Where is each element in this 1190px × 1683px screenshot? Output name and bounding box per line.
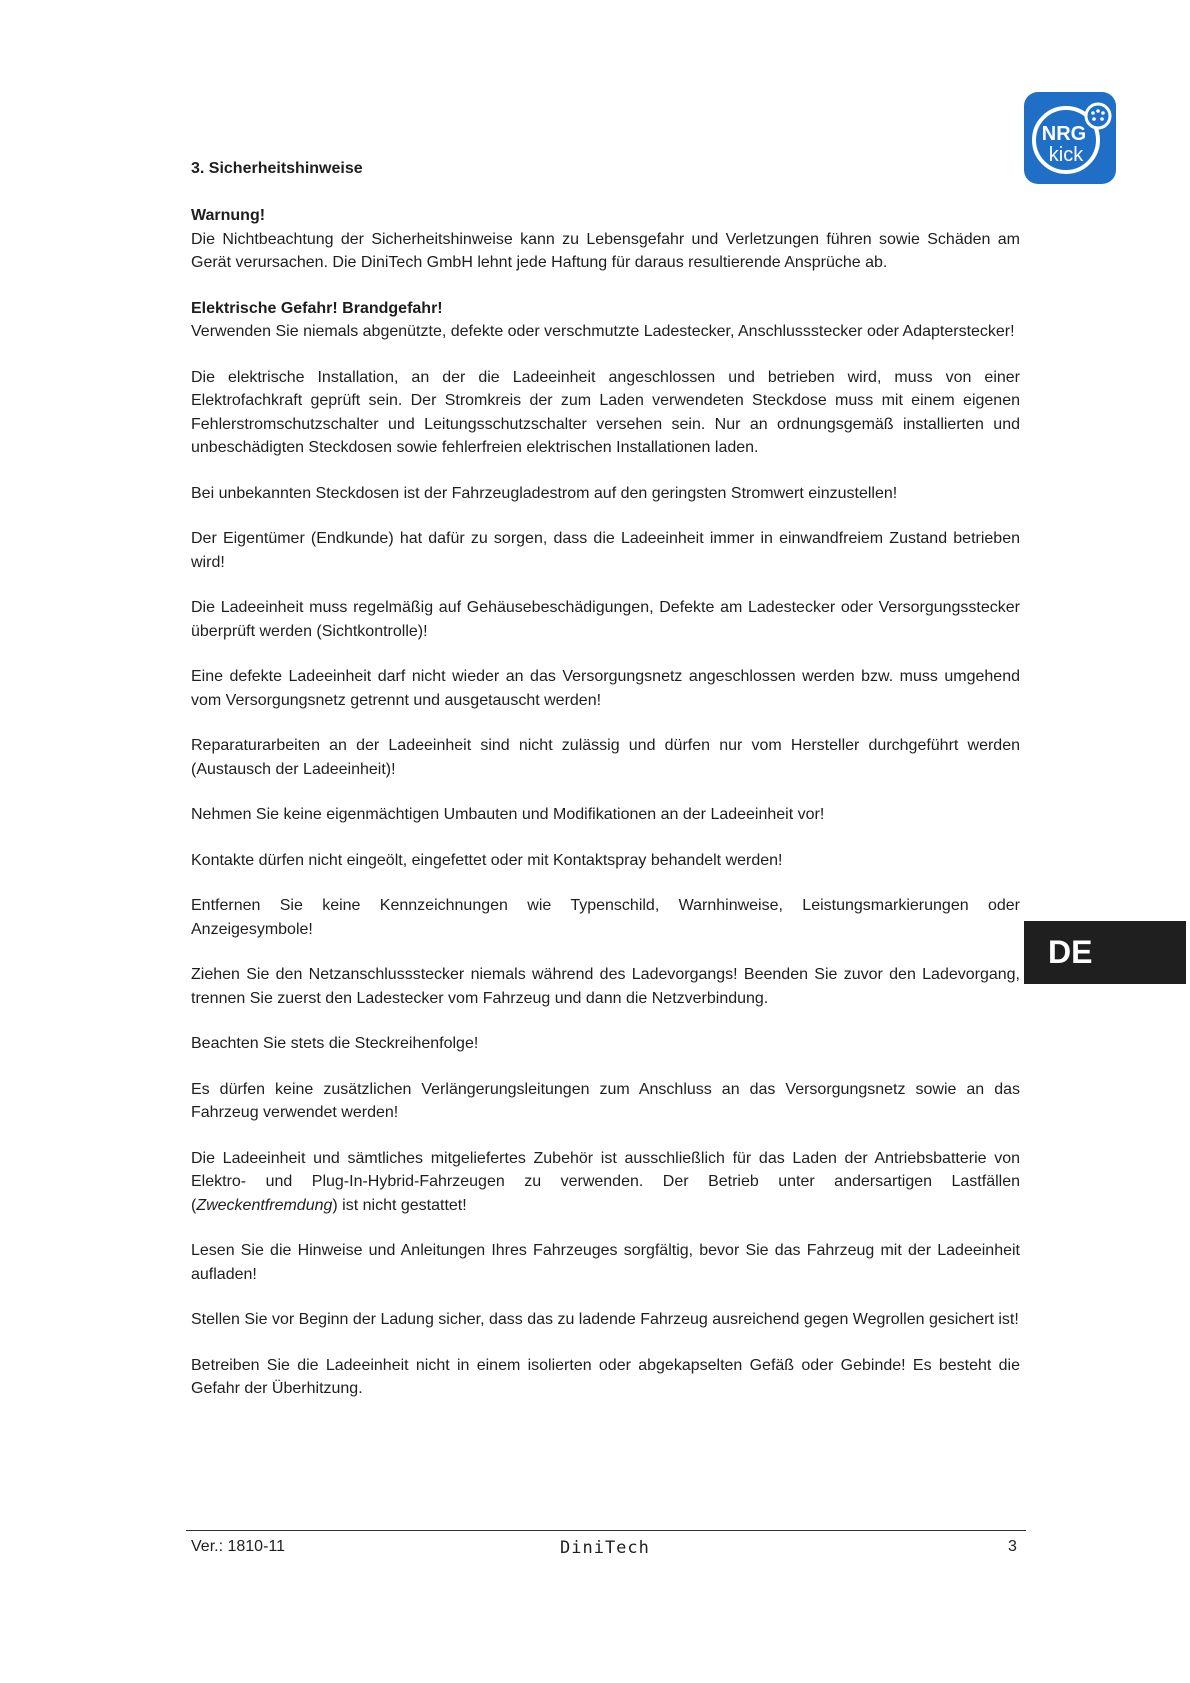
paragraph: Kontakte dürfen nicht eingeölt, eingefettet oder mit Kontaktspray behandelt werden!: [191, 851, 783, 869]
footer-brand-logo: DiniTech: [560, 1538, 650, 1558]
safety-notes: [191, 204, 1020, 1423]
paragraph-text: ) ist nicht gestattet!: [332, 1196, 467, 1214]
paragraph: Es dürfen keine zusätzlichen Verlängerungsleitungen zum Anschluss an das Versorgungsnetz sowie an das Fahrzeug verwendet werden!: [191, 1080, 1020, 1121]
paragraph: Stellen Sie vor Beginn der Ladung sicher, dass das zu ladende Fahrzeug ausreichend gegen Wegrollen gesichert ist!: [191, 1311, 1019, 1328]
footer-divider: [186, 1530, 1026, 1531]
paragraph: Der Eigentümer (Endkunde) hat dafür zu sorgen, dass die Ladeeinheit immer in einwandfreiem Zustand betrieben wird!: [191, 530, 1020, 571]
hazard-heading: Elektrische Gefahr! Brandgefahr!: [191, 299, 443, 317]
paragraph-text: Die Ladeeinheit und sämtliches mitgeliefertes Zubehör ist ausschließlich für das Laden der Antriebsbatterie von Elektro- und Plug-In-Hybrid-Fahrzeugen zu verwenden. Der Betrieb unter andersartigen Lastfällen (: [191, 1149, 1020, 1214]
paragraph: Nehmen Sie keine eigenmächtigen Umbauten und Modifikationen an der Ladeeinheit vor!: [191, 806, 825, 823]
emphasis-text: Zweckentfremdung: [196, 1196, 333, 1214]
paragraph: Bei unbekannten Steckdosen ist der Fahrzeugladestrom auf den geringsten Stromwert einzustellen!: [191, 484, 898, 502]
paragraph-text: Verwenden Sie niemals abgenützte, defekte oder verschmutzte Ladestecker, Anschlussstecker oder Adapterstecker!: [191, 323, 1015, 340]
paragraph: Reparaturarbeiten an der Ladeeinheit sind nicht zulässig und dürfen nur vom Hersteller durchgeführt werden (Austausch der Ladeeinheit)!: [191, 737, 1020, 778]
electrical-hazard-block: [191, 297, 1020, 344]
logo-text-nrg: NRG: [1041, 123, 1087, 145]
paragraph: Eine defekte Ladeeinheit darf nicht wieder an das Versorgungsnetz angeschlossen werden bzw. muss umgehend vom Versorgungsnetz getrennt und ausgetauscht werden!: [191, 668, 1020, 709]
page-number: 3: [1008, 1538, 1017, 1555]
logo-text-kick: kick: [1048, 144, 1084, 166]
paragraph: Beachten Sie stets die Steckreihenfolge!: [191, 1035, 479, 1052]
footer-version: Ver.: 1810-11: [191, 1538, 285, 1555]
charging-plug-icon: [1086, 104, 1110, 128]
paragraph-text: Die Nichtbeachtung der Sicherheitshinweise kann zu Lebensgefahr und Verletzungen führen sowie Schäden am Gerät verursachen. Die DiniTech GmbH lehnt jede Haftung für daraus resultierende Ansprüche ab.: [191, 230, 1020, 271]
paragraph: Lesen Sie die Hinweise und Anleitungen Ihres Fahrzeuges sorgfältig, bevor Sie das Fahrzeug mit der Ladeeinheit aufladen!: [191, 1242, 1020, 1283]
section-title: 3. Sicherheitshinweise: [191, 160, 363, 177]
paragraph: Ziehen Sie den Netzanschlussstecker niemals während des Ladevorgangs! Beenden Sie zuvor den Ladevorgang, trennen Sie zuerst den Ladestecker vom Fahrzeug und dann die Netzverbindung.: [191, 966, 1020, 1007]
warning-block: [191, 204, 1020, 275]
paragraph-intended-use: [191, 1147, 1020, 1218]
paragraph: Die Ladeeinheit muss regelmäßig auf Gehäusebeschädigungen, Defekte am Ladestecker oder Versorgungsstecker überprüft werden (Sichtkontrolle)!: [191, 599, 1020, 640]
language-tab: DE: [1024, 921, 1186, 984]
paragraph: Entfernen Sie keine Kennzeichnungen wie Typenschild, Warnhinweise, Leistungsmarkierungen oder Anzeigesymbole!: [191, 897, 1020, 938]
paragraph: Die elektrische Installation, an der die Ladeeinheit angeschlossen und betrieben wird, muss von einer Elektrofachkraft geprüft sein. Der Stromkreis der zum Laden verwendeten Steckdose muss mit einem eigenen Fehlerstromschutzschalter und Leitungsschutzschalter versehen sein. Nur an ordnungsgemäß installierten und unbeschädigten Steckdosen sowie fehlerfreien elektrischen Installationen laden.: [191, 368, 1020, 456]
warning-heading: Warnung!: [191, 207, 266, 224]
nrgkick-logo: [1022, 90, 1118, 186]
paragraph: Betreiben Sie die Ladeeinheit nicht in einem isolierten oder abgekapselten Gefäß oder Gebinde! Es besteht die Gefahr der Überhitzung.: [191, 1356, 1020, 1397]
